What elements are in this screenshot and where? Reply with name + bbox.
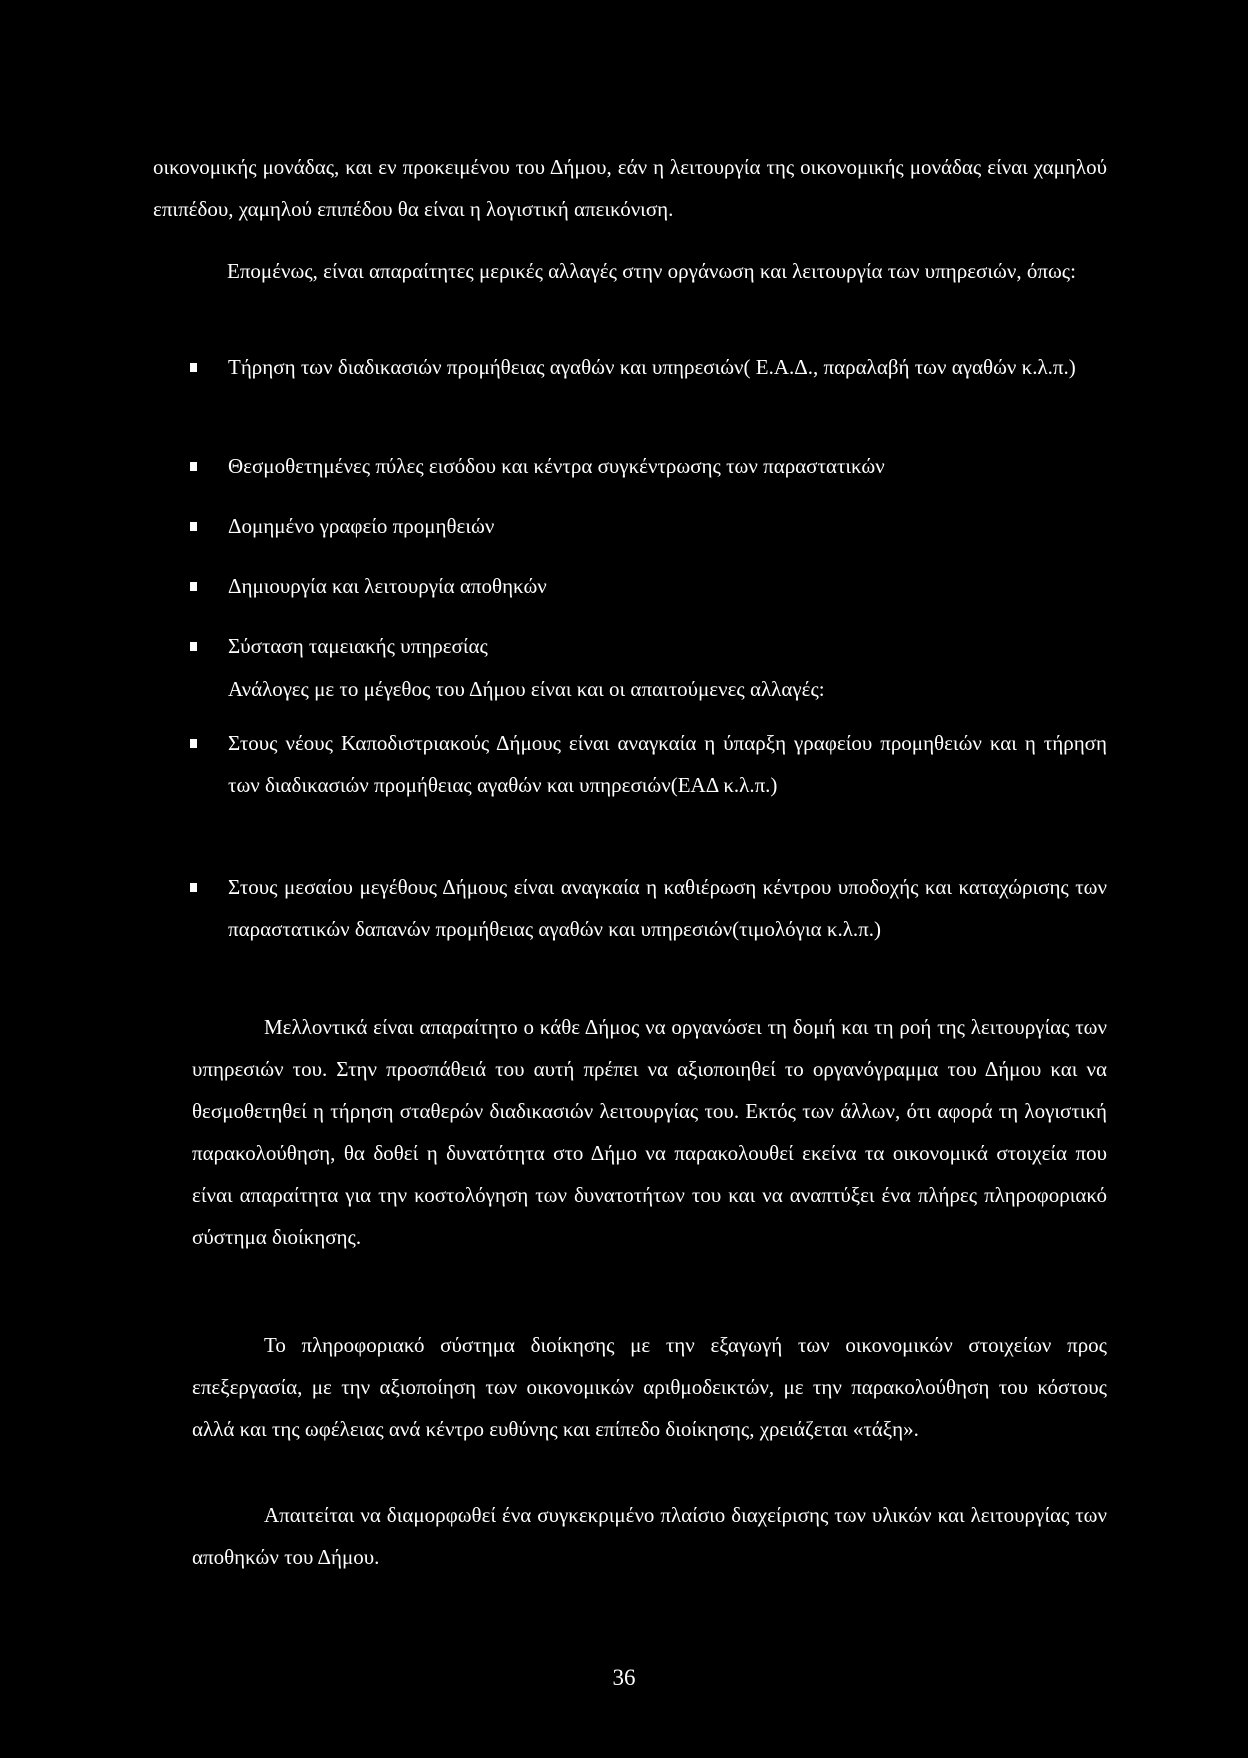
square-bullet-icon: [190, 582, 197, 591]
square-bullet-icon: [190, 739, 197, 748]
paragraph-intro-continuation: οικονομικής μονάδας, και εν προκειμένου του Δήμου, εάν η λειτουργία της οικονομικής μονάδας είναι χαμηλού επιπέδου, χαμηλού επιπέδου θα είναι η λογιστική απεικόνιση.: [153, 155, 1107, 221]
bullet-item: [190, 505, 1107, 547]
bullet-item: [190, 625, 1107, 667]
paragraph-changes-by-size: Ανάλογες με το μέγεθος του Δήμου είναι και οι απαιτούμενες αλλαγές:: [228, 677, 825, 701]
page-number: 36: [612, 1665, 636, 1690]
bullet-text: Στους νέους Καποδιστριακούς Δήμους είναι αναγκαία η ύπαρξη γραφείου προμηθειών και η τήρηση των διαδικασιών προμήθειας αγαθών και υπηρεσιών(ΕΑΔ κ.λ.π.): [228, 731, 1107, 797]
bullet-item: [190, 346, 1107, 388]
bullet-text: Σύσταση ταμειακής υπηρεσίας: [228, 634, 488, 658]
bullet-item: [190, 565, 1107, 607]
bullet-text: Δομημένο γραφείο προμηθειών: [228, 514, 495, 538]
bullet-text: Θεσμοθετημένες πύλες εισόδου και κέντρα συγκέντρωσης των παραστατικών: [228, 454, 885, 478]
paragraph-changes-needed: Επομένως, είναι απαραίτητες μερικές αλλαγές στην οργάνωση και λειτουργία των υπηρεσιών, όπως:: [227, 259, 1076, 283]
bullet-text: Δημιουργία και λειτουργία αποθηκών: [228, 574, 547, 598]
bullet-item: [190, 866, 1107, 950]
square-bullet-icon: [190, 642, 197, 651]
square-bullet-icon: [190, 363, 197, 372]
paragraph-future-organization: Μελλοντικά είναι απαραίτητο ο κάθε Δήμος να οργανώσει τη δομή και τη ροή της λειτουργίας των υπηρεσιών του. Στην προσπάθειά του αυτή πρέπει να αξιοποιηθεί το οργανόγραμμα του Δήμου και να θεσμοθετηθεί η τήρηση σταθερών διαδικασιών λειτουργίας του. Εκτός των άλλων, ότι αφορά τη λογιστική παρακολούθηση, θα δοθεί η δυνατότητα στο Δήμο να παρακολουθεί εκείνα τα οικονομικά στοιχεία που είναι απαραίτητα για την κοστολόγηση των δυνατοτήτων του και να αναπτύξει ένα πλήρες πληροφοριακό σύστημα διοίκησης.: [192, 1015, 1107, 1249]
paragraph-information-system: Το πληροφοριακό σύστημα διοίκησης με την εξαγωγή των οικονομικών στοιχείων προς επεξεργασία, με την αξιοποίηση των οικονομικών αριθμοδεικτών, με την παρακολούθηση του κόστους αλλά και της ωφέλειας ανά κέντρο ευθύνης και επίπεδο διοίκησης, χρειάζεται «τάξη».: [192, 1333, 1107, 1441]
bullet-item: [190, 722, 1107, 806]
square-bullet-icon: [190, 462, 197, 471]
square-bullet-icon: [190, 883, 197, 892]
bullet-text: Στους μεσαίου μεγέθους Δήμους είναι αναγκαία η καθιέρωση κέντρου υποδοχής και καταχώρισης των παραστατικών δαπανών προμήθειας αγαθών και υπηρεσιών(τιμολόγια κ.λ.π.): [228, 875, 1107, 941]
square-bullet-icon: [190, 522, 197, 531]
paragraph-warehouse-framework: Απαιτείται να διαμορφωθεί ένα συγκεκριμένο πλαίσιο διαχείρισης των υλικών και λειτουργίας των αποθηκών του Δήμου.: [192, 1503, 1107, 1569]
bullet-text: Τήρηση των διαδικασιών προμήθειας αγαθών και υπηρεσιών( Ε.Α.Δ., παραλαβή των αγαθών κ.λ.π.): [228, 355, 1076, 379]
bullet-item: [190, 445, 1107, 487]
